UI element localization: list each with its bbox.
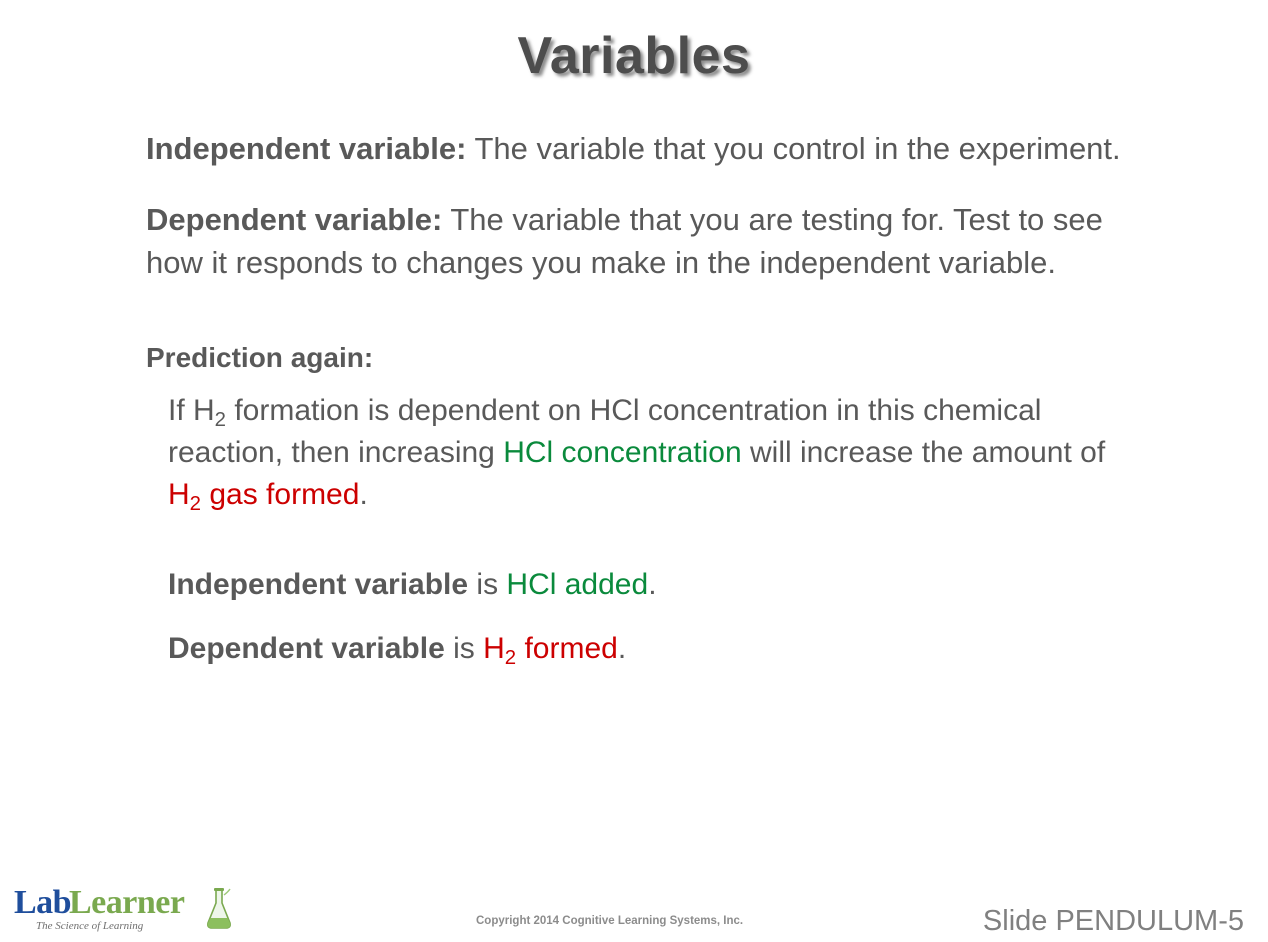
prediction-highlight-red-pre: H [168,478,190,512]
logo-text-lab: Lab [14,884,72,921]
independent-answer-end: . [648,568,657,602]
dependent-answer-value-sub: 2 [504,647,517,669]
prediction-highlight-h2-gas-formed [168,478,360,515]
dependent-variable-paragraph [146,199,1146,285]
prediction-part-1: If H [168,394,215,428]
slide-body [146,128,1146,669]
logo-tagline: The Science of Learning [36,920,144,932]
slide-number: Slide PENDULUM-5 [982,905,1244,937]
independent-variable-paragraph [146,128,1146,171]
dependent-variable-label: Dependent variable: [146,201,443,237]
dependent-answer-value [483,632,618,669]
flask-icon [204,887,234,931]
independent-answer-mid: is [468,568,507,602]
prediction-part-3: will increase the amount of [741,436,1106,470]
dependent-answer-end: . [617,632,627,666]
lablearner-logo [14,884,234,936]
prediction-highlight-hcl-concentration: HCl concentration [503,436,742,470]
independent-variable-label: Independent variable: [146,131,467,166]
dependent-answer-value-pre: H [483,632,505,666]
prediction-part-2: formation is dependent on HCl concentration in this chemical reaction, then increasing [168,394,1042,470]
prediction-highlight-red-post: gas formed [201,478,360,512]
dependent-variable-text: The variable that you are testing for. Test to see how it responds to changes you make in the independent variable. [146,201,1103,280]
page-title: Variables [517,27,751,85]
independent-answer-label: Independent variable [168,568,469,602]
spacer-two [146,602,1146,632]
dependent-answer-mid: is [444,632,484,666]
dependent-answer-label: Dependent variable [168,632,445,666]
independent-variable-answer [168,568,1146,602]
independent-answer-value: HCl added [506,568,649,602]
spacer-one [146,516,1146,568]
prediction-subscript-1: 2 [214,409,227,431]
prediction-highlight-red-sub: 2 [189,493,202,515]
dependent-variable-answer [168,632,1146,669]
independent-variable-text: The variable that you control in the experiment. [466,131,1121,166]
logo-text-learner: Learner [69,884,185,921]
prediction-paragraph [168,390,1128,516]
copyright-notice: Copyright 2014 Cognitive Learning Systems, Inc. [476,915,744,927]
prediction-heading: Prediction again: [146,342,374,374]
dependent-answer-value-post: formed [516,632,618,666]
prediction-part-4: . [359,478,368,512]
